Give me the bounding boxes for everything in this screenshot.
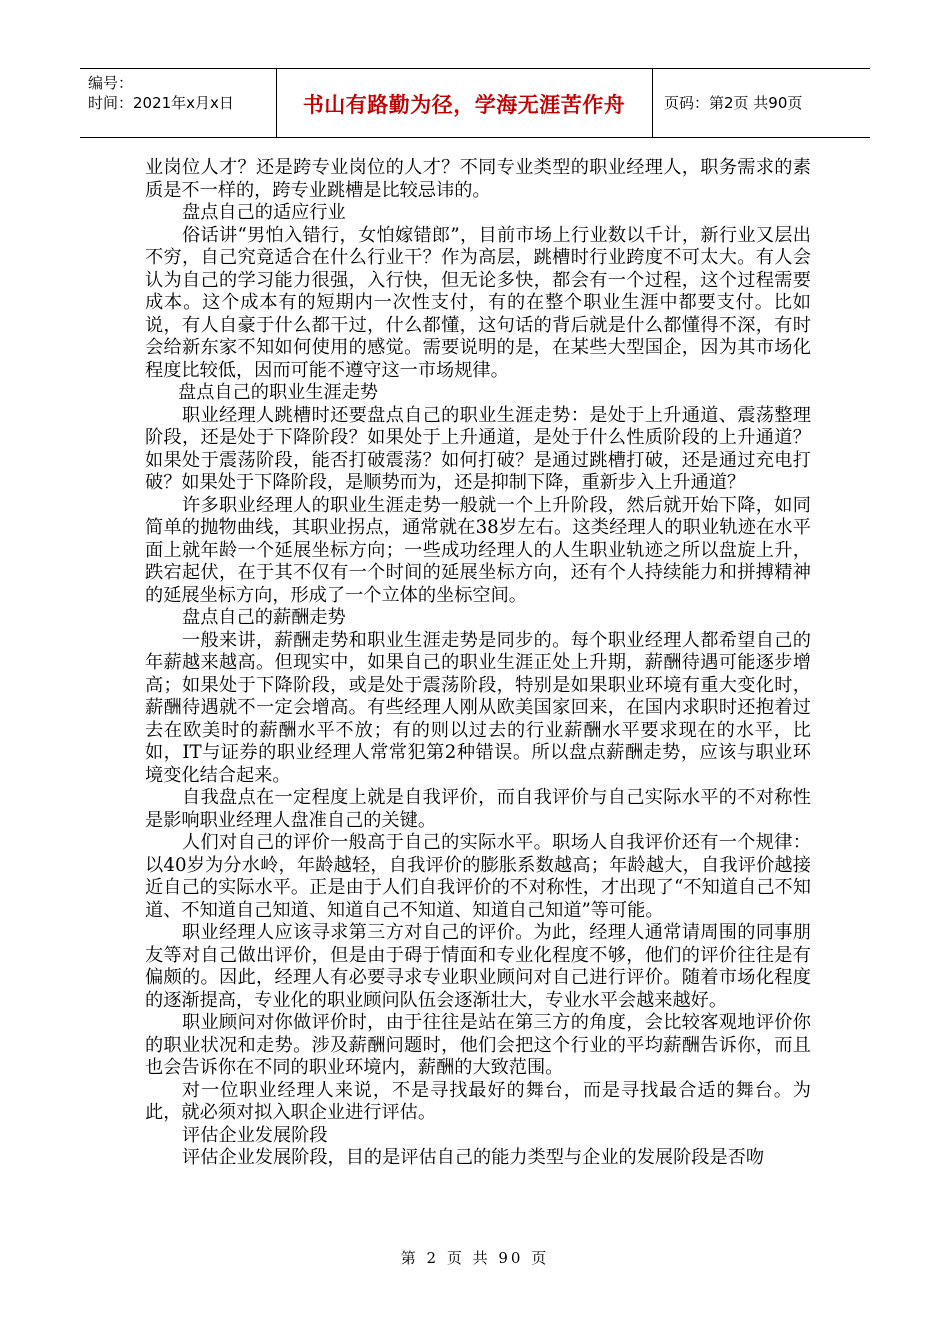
paragraph: 自我盘点在一定程度上就是自我评价，而自我评价与自己实际水平的不对称性是影响职业经理人盘准自己的关键。: [145, 787, 811, 831]
header-motto: 书山有路勤为径，学海无涯苦作舟: [302, 93, 626, 117]
paragraph: 俗话讲“男怕入错行，女怕嫁错郎”，目前市场上行业数以千计，新行业又层出不穷，自己究竟适合在什么行业干？作为高层，跳槽时行业跨度不可太大。有人会认为自己的学习能力很强，入行快，但无论多快，都会有一个过程，这个过程需要成本。这个成本有的短期内一次性支付，有的在整个职业生涯中都要支付。比如说，有人自豪于什么都干过，什么都懂，这句话的背后就是什么都懂得不深，有时会给新东家不知如何使用的感觉。需要说明的是，在某些大型国企，因为其市场化程度比较低，因而可能不遵守这一市场规律。: [145, 224, 811, 381]
section-heading: 盘点自己的适应行业: [182, 202, 346, 223]
document-time-label: 时间：2021年x月x日: [88, 94, 234, 112]
page-footer: 第 2 页 共 90 页: [400, 1249, 550, 1267]
paragraph: 职业顾问对你做评价时，由于往往是站在第三方的角度，会比较客观地评价你的职业状况和走势。涉及薪酬问题时，他们会把这个行业的平均薪酬告诉你，而且也会告诉你在不同的职业环境内，薪酬的大致范围。: [145, 1012, 811, 1078]
section-heading: 盘点自己的职业生涯走势: [178, 382, 379, 403]
paragraph: 人们对自己的评价一般高于自己的实际水平。职场人自我评价还有一个规律：以40岁为分水岭，年龄越轻，自我评价的膨胀系数越高；年龄越大，自我评价越接近自己的实际水平。正是由于人们自我评价的不对称性，才出现了“不知道自己不知道、不知道自己知道、知道自己不知道、知道自己知道”等可能。: [145, 832, 811, 921]
header-divider: [652, 69, 653, 137]
document-number-label: 编号：: [88, 74, 134, 92]
page-header: [80, 68, 870, 138]
paragraph: 职业经理人跳槽时还要盘点自己的职业生涯走势：是处于上升通道、震荡整理阶段，还是处于下降阶段？如果处于上升通道，是处于什么性质阶段的上升通道？如果处于震荡阶段，能否打破震荡？如何打破？是通过跳槽打破，还是通过充电打破？如果处于下降阶段，是顺势而为，还是抑制下降，重新步入上升通道？: [145, 404, 811, 493]
header-page-info: 页码：第2页 共90页: [664, 94, 803, 112]
paragraph: 一般来讲，薪酬走势和职业生涯走势是同步的。每个职业经理人都希望自己的年薪越来越高。但现实中，如果自己的职业生涯正处上升期，薪酬待遇可能逐步增高；如果处于下降阶段，或是处于震荡阶段，特别是如果职业环境有重大变化时，薪酬待遇就不一定会增高。有些经理人刚从欧美国家回来，在国内求职时还抱着过去在欧美时的薪酬水平不放；有的则以过去的行业薪酬水平要求现在的水平，比如，IT与证券的职业经理人常常犯第2种错误。所以盘点薪酬走势，应该与职业环境变化结合起来。: [145, 629, 811, 786]
header-meta: [88, 69, 274, 137]
paragraph: 职业经理人应该寻求第三方对自己的评价。为此，经理人通常请周围的同事朋友等对自己做出评价，但是由于碍于情面和专业化程度不够，他们的评价往往是有偏颇的。因此，经理人有必要寻求专业职业顾问对自己进行评价。随着市场化程度的逐渐提高，专业化的职业顾问队伍会逐渐壮大，专业水平会越来越好。: [145, 922, 811, 1011]
paragraph: 对一位职业经理人来说，不是寻找最好的舞台，而是寻找最合适的舞台。为此，就必须对拟入职企业进行评估。: [145, 1079, 811, 1123]
paragraph: 业岗位人才？还是跨专业岗位的人才？不同专业类型的职业经理人，职务需求的素质是不一样的，跨专业跳槽是比较忌讳的。: [145, 157, 811, 201]
document-body: [145, 157, 811, 1170]
section-heading: 评估企业发展阶段: [182, 1124, 328, 1146]
section-heading: 盘点自己的薪酬走势: [182, 607, 346, 628]
paragraph: 评估企业发展阶段，目的是评估自己的能力类型与企业的发展阶段是否吻: [182, 1147, 765, 1168]
paragraph: 许多职业经理人的职业生涯走势一般就一个上升阶段，然后就开始下降，如同简单的抛物曲线，其职业拐点，通常就在38岁左右。这类经理人的职业轨迹在水平面上就年龄一个延展坐标方向；一些成功经理人的人生职业轨迹之所以盘旋上升，跌宕起伏，在于其不仅有一个时间的延展坐标方向，还有个人持续能力和拼搏精神的延展坐标方向，形成了一个立体的坐标空间。: [145, 494, 811, 606]
